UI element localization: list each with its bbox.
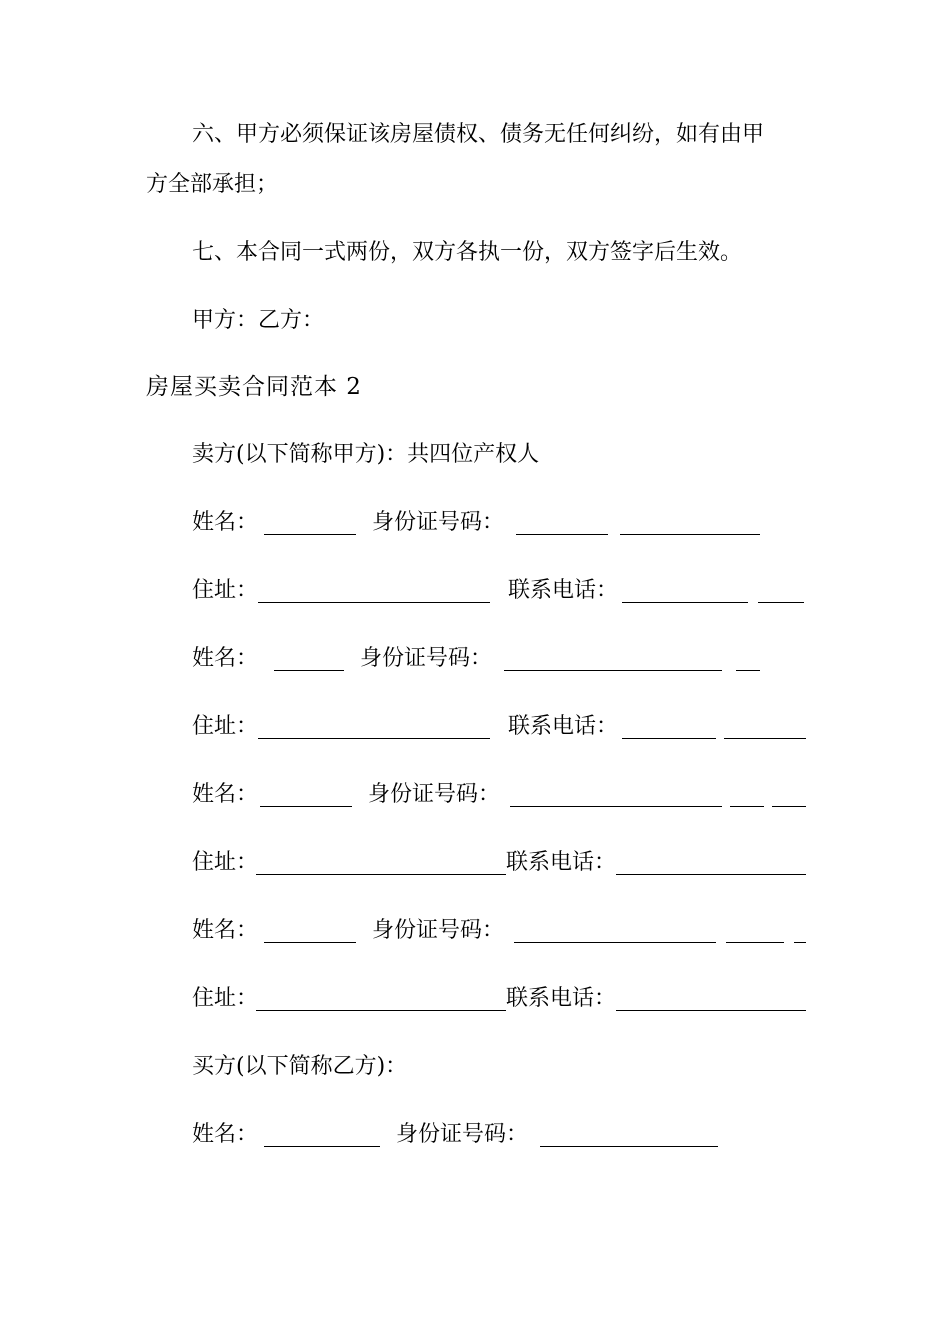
seller1-name-row: [192, 508, 812, 538]
id-blank-extra[interactable]: [736, 670, 760, 671]
seller3-address-row: [192, 848, 812, 878]
id-blank[interactable]: [510, 806, 722, 807]
id-label: 身份证号码：: [372, 918, 505, 943]
id-blank-extra[interactable]: [730, 806, 764, 807]
name-blank[interactable]: [264, 1146, 380, 1147]
party-signatures: 甲方：乙方：: [192, 308, 325, 333]
name-label: 姓名：: [192, 782, 259, 807]
seller3-name-row: [192, 780, 812, 810]
id-blank-extra[interactable]: [726, 942, 784, 943]
id-blank[interactable]: [504, 670, 722, 671]
id-label: 身份证号码：: [372, 510, 505, 535]
id-blank[interactable]: [516, 534, 608, 535]
section-title: 房屋买卖合同范本 2: [146, 374, 362, 400]
name-blank[interactable]: [264, 942, 356, 943]
clause-six-line2: 方全部承担；: [146, 172, 279, 197]
address-label: 住址：: [192, 986, 259, 1011]
phone-blank[interactable]: [622, 602, 748, 603]
phone-label: 联系电话：: [506, 986, 617, 1011]
phone-label: 联系电话：: [506, 850, 617, 875]
phone-blank-extra[interactable]: [724, 738, 806, 739]
address-blank[interactable]: [256, 1010, 506, 1011]
phone-blank[interactable]: [622, 738, 716, 739]
address-label: 住址：: [192, 714, 259, 739]
address-label: 住址：: [192, 578, 259, 603]
id-blank-extra2[interactable]: [772, 806, 806, 807]
id-blank-extra[interactable]: [620, 534, 760, 535]
seller-intro: 卖方(以下简称甲方)：共四位产权人: [192, 442, 540, 467]
seller1-address-row: [192, 576, 812, 606]
name-blank[interactable]: [260, 806, 352, 807]
clause-seven: 七、本合同一式两份，双方各执一份，双方签字后生效。: [192, 240, 743, 265]
seller2-address-row: [192, 712, 812, 742]
id-blank[interactable]: [514, 942, 716, 943]
id-label: 身份证号码：: [368, 782, 501, 807]
phone-blank[interactable]: [616, 1010, 806, 1011]
buyer-name-row: [192, 1120, 812, 1150]
id-blank[interactable]: [540, 1146, 718, 1147]
phone-blank[interactable]: [616, 874, 806, 875]
clause-six-line1: 六、甲方必须保证该房屋债权、债务无任何纠纷，如有由甲: [192, 122, 765, 147]
name-label: 姓名：: [192, 646, 259, 671]
seller4-address-row: [192, 984, 812, 1014]
id-label: 身份证号码：: [360, 646, 493, 671]
name-blank[interactable]: [264, 534, 356, 535]
buyer-intro: 买方(以下简称乙方)：: [192, 1054, 408, 1079]
phone-label: 联系电话：: [508, 578, 619, 603]
name-label: 姓名：: [192, 510, 259, 535]
address-label: 住址：: [192, 850, 259, 875]
id-blank-extra2[interactable]: [794, 942, 806, 943]
phone-blank-extra[interactable]: [758, 602, 804, 603]
name-label: 姓名：: [192, 1122, 259, 1147]
id-label: 身份证号码：: [396, 1122, 529, 1147]
name-blank[interactable]: [274, 670, 344, 671]
address-blank[interactable]: [258, 602, 490, 603]
seller2-name-row: [192, 644, 812, 674]
address-blank[interactable]: [258, 738, 490, 739]
address-blank[interactable]: [256, 874, 506, 875]
name-label: 姓名：: [192, 918, 259, 943]
phone-label: 联系电话：: [508, 714, 619, 739]
seller4-name-row: [192, 916, 812, 946]
